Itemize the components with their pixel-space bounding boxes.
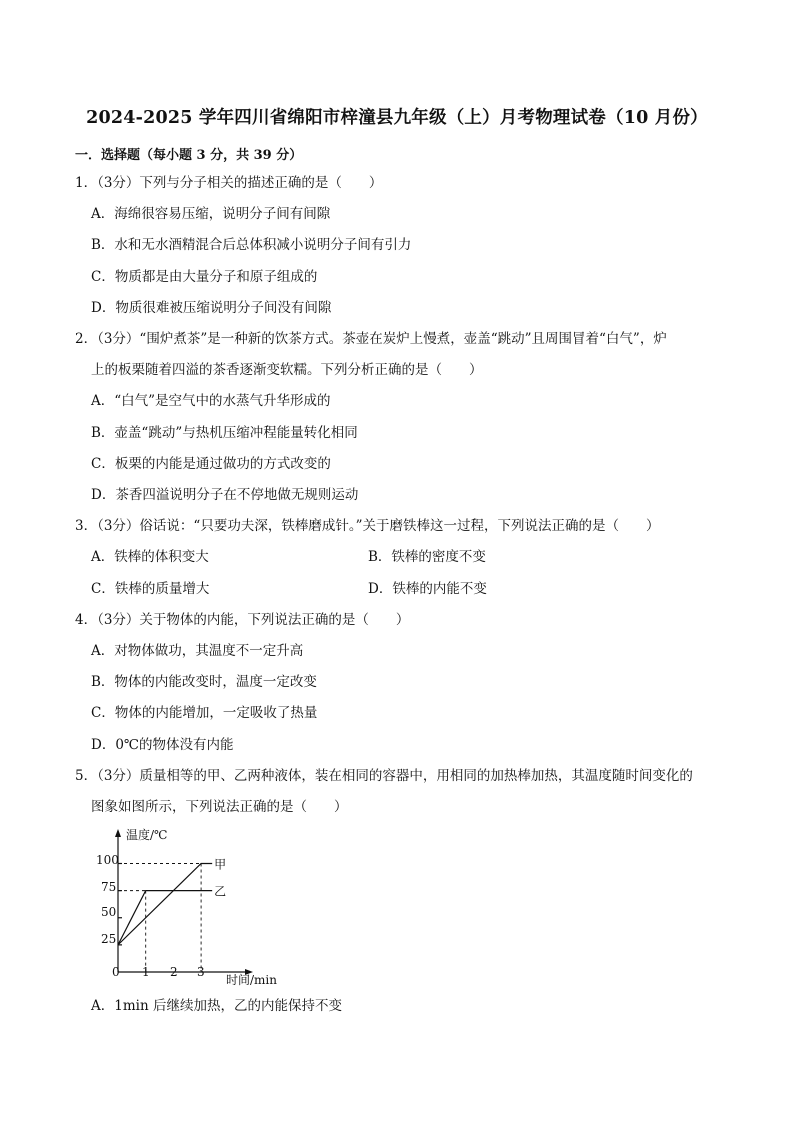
question-1-option-a: A．海绵很容易压缩，说明分子间有间隙 — [91, 206, 331, 222]
question-3-option-c: C．铁棒的质量增大 — [91, 581, 210, 597]
question-1-stem: 1．（3分）下列与分子相关的描述正确的是（ ） — [75, 175, 383, 191]
question-4-option-a: A．对物体做功，其温度不一定升高 — [91, 643, 304, 659]
y-axis-label: 温度/℃ — [126, 828, 168, 842]
y-tick-25: 25 — [101, 932, 117, 946]
y-tick-50: 50 — [101, 905, 117, 919]
section-heading: 一．选择题（每小题 3 分，共 39 分） — [75, 148, 303, 163]
question-3-stem: 3．（3分）俗话说：“只要功夫深，铁棒磨成针。”关于磨铁棒这一过程，下列说法正确的是（ ） — [75, 518, 660, 534]
question-5-stem-line-2: 图象如图所示，下列说法正确的是（ ） — [91, 799, 348, 815]
x-tick-1: 1 — [142, 965, 150, 979]
question-2-option-c: C．板栗的内能是通过做功的方式改变的 — [91, 456, 331, 472]
x-tick-3: 3 — [197, 965, 205, 979]
x-axis-label: 时间/min — [226, 973, 277, 987]
y-axis-arrow — [115, 829, 121, 837]
question-5-stem-line-1: 5．（3分）质量相等的甲、乙两种液体，装在相同的容器中，用相同的加热棒加热，其温度随时间变化的 — [75, 768, 693, 784]
question-2-stem-line-1: 2．（3分）“围炉煮茶”是一种新的饮茶方式。茶壶在炭炉上慢煮，壶盖“跳动”且周围冒着“白气”，炉 — [75, 331, 667, 347]
question-2-stem-line-2: 上的板栗随着四溢的茶香逐渐变软糯。下列分析正确的是（ ） — [91, 362, 483, 378]
exam-title: 2024-2025 学年四川省绵阳市梓潼县九年级（上）月考物理试卷（10 月份） — [86, 108, 708, 128]
question-4-stem: 4．（3分）关于物体的内能，下列说法正确的是（ ） — [75, 612, 410, 628]
question-3-option-a: A．铁棒的体积变大 — [91, 549, 209, 565]
question-1-option-b: B．水和无水酒精混合后总体积减小说明分子间有引力 — [91, 237, 412, 253]
y-tick-100: 100 — [96, 853, 119, 867]
series-label-2: 乙 — [214, 884, 227, 899]
question-4-option-d: D．0℃的物体没有内能 — [91, 737, 234, 753]
x-tick-0: 0 — [112, 965, 120, 979]
question-3-option-d: D．铁棒的内能不变 — [368, 581, 487, 597]
question-2-option-a: A．“白气”是空气中的水蒸气升华形成的 — [91, 393, 331, 409]
question-2-option-d: D．茶香四溢说明分子在不停地做无规则运动 — [91, 487, 359, 503]
question-2-option-b: B．壶盖“跳动”与热机压缩冲程能量转化相同 — [91, 425, 358, 441]
question-4-option-b: B．物体的内能改变时，温度一定改变 — [91, 674, 317, 690]
y-tick-75: 75 — [101, 880, 117, 894]
series-line-1 — [118, 864, 212, 945]
series-label-1: 甲 — [214, 857, 227, 872]
question-3-option-b: B．铁棒的密度不变 — [368, 549, 486, 565]
x-tick-2: 2 — [170, 965, 178, 979]
question-4-option-c: C．物体的内能增加，一定吸收了热量 — [91, 705, 318, 721]
question-1-option-d: D．物质很难被压缩说明分子间没有间隙 — [91, 300, 332, 316]
temperature-time-chart — [80, 822, 320, 992]
question-5-option-a: A．1min 后继续加热，乙的内能保持不变 — [91, 998, 342, 1014]
question-1-option-c: C．物质都是由大量分子和原子组成的 — [91, 269, 318, 285]
